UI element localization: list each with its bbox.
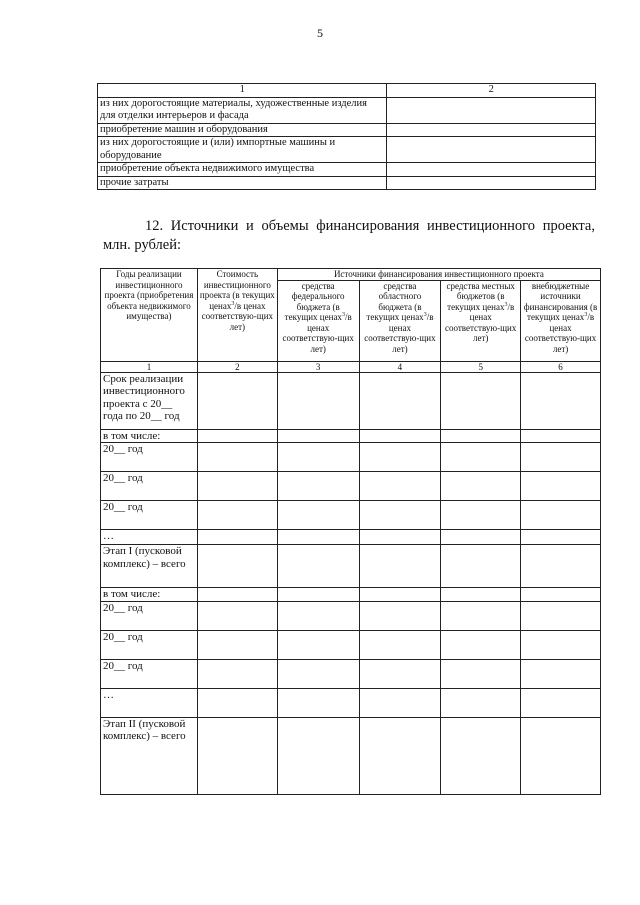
value-cell <box>277 443 359 472</box>
page-number: 5 <box>317 26 323 40</box>
column-number: 1 <box>101 361 198 372</box>
value-cell <box>441 501 521 530</box>
column-number: 4 <box>359 361 441 372</box>
value-cell <box>277 659 359 688</box>
table-header-row <box>98 84 596 98</box>
value-cell <box>441 588 521 602</box>
value-cell <box>359 530 441 545</box>
value-cell <box>359 372 441 429</box>
row-label: 20__ год <box>101 501 198 530</box>
value-cell <box>277 530 359 545</box>
row-label: 20__ год <box>101 630 198 659</box>
row-label: прочие затраты <box>98 176 387 190</box>
value-cell <box>441 545 521 588</box>
table-row <box>101 588 601 602</box>
row-label: 20__ год <box>101 472 198 501</box>
value-cell <box>521 429 601 443</box>
value-cell <box>441 472 521 501</box>
value-cell <box>197 443 277 472</box>
value-cell <box>359 545 441 588</box>
value-cell <box>521 372 601 429</box>
value-cell <box>197 717 277 794</box>
value-cell <box>359 472 441 501</box>
value-cell <box>197 588 277 602</box>
value-cell <box>359 630 441 659</box>
value-cell <box>441 688 521 717</box>
col4-header: средства областного бюджета (в текущих ценах$^3$/в ценах соответствую-щих лет) <box>359 280 441 361</box>
value-cell <box>277 429 359 443</box>
financing-sources-group-header: Источники финансирования инвестиционного проекта <box>277 269 600 281</box>
value-cell <box>277 545 359 588</box>
table-row <box>101 688 601 717</box>
value-cell <box>359 501 441 530</box>
table-row <box>101 659 601 688</box>
value-cell <box>441 601 521 630</box>
table-row <box>98 176 596 190</box>
row-label: … <box>101 688 198 717</box>
column-numbers-row <box>101 361 601 372</box>
column-number: 2 <box>197 361 277 372</box>
value-cell <box>441 429 521 443</box>
value-cell <box>197 601 277 630</box>
table-row <box>101 472 601 501</box>
value-cell <box>521 601 601 630</box>
table-row <box>101 372 601 429</box>
value-cell <box>359 717 441 794</box>
table-header-row <box>101 269 601 281</box>
value-cell <box>277 717 359 794</box>
value-cell <box>359 429 441 443</box>
value-cell <box>521 630 601 659</box>
financing-sources-table <box>100 268 601 795</box>
table-row <box>98 123 596 137</box>
table-row <box>101 501 601 530</box>
table-row <box>101 443 601 472</box>
value-cell <box>277 688 359 717</box>
table-row <box>101 717 601 794</box>
value-cell <box>521 472 601 501</box>
col6-header: внебюджетные источники финансирования (в текущих ценах$^3$/в ценах соответствую-щих лет) <box>521 280 601 361</box>
section-heading: 12. Источники и объемы финансирования инвестиционного проекта, млн. рублей: <box>103 218 595 253</box>
value-cell <box>197 472 277 501</box>
col5-header: средства местных бюджетов (в текущих ценах$^3$/в ценах соответствую-щих лет) <box>441 280 521 361</box>
value-cell <box>521 717 601 794</box>
col3-header: средства федерального бюджета (в текущих ценах$^3$/в ценах соответствую-щих лет) <box>277 280 359 361</box>
row-label: приобретение объекта недвижимого имущества <box>98 163 387 177</box>
table-row <box>101 429 601 443</box>
value-cell <box>359 588 441 602</box>
value-cell <box>441 443 521 472</box>
table-row <box>98 97 596 123</box>
column-number: 6 <box>521 361 601 372</box>
value-cell <box>521 545 601 588</box>
value-cell <box>277 372 359 429</box>
value-cell <box>197 372 277 429</box>
value-cell <box>521 659 601 688</box>
col2-header: Стоимость инвестиционного проекта (в текущих ценах$^3$/в ценах соответствую-щих лет) <box>197 269 277 362</box>
row-label: 20__ год <box>101 659 198 688</box>
row-label: 20__ год <box>101 601 198 630</box>
value-cell <box>441 717 521 794</box>
row-label: Срок реализации инвестиционного проекта с 20__ года по 20__ год <box>101 372 198 429</box>
row-label: из них дорогостоящие и (или) импортные машины и оборудование <box>98 137 387 163</box>
row-label: приобретение машин и оборудования <box>98 123 387 137</box>
value-cell <box>277 501 359 530</box>
row-label: Этап II (пусковой комплекс) – всего <box>101 717 198 794</box>
value-cell <box>387 176 596 190</box>
table-row <box>101 530 601 545</box>
expenses-continuation-table <box>97 83 596 190</box>
table-row <box>101 545 601 588</box>
value-cell <box>277 472 359 501</box>
row-label: в том числе: <box>101 429 198 443</box>
value-cell <box>359 659 441 688</box>
value-cell <box>197 501 277 530</box>
table-row <box>98 137 596 163</box>
value-cell <box>441 659 521 688</box>
value-cell <box>521 530 601 545</box>
row-label: Этап I (пусковой комплекс) – всего <box>101 545 198 588</box>
value-cell <box>359 601 441 630</box>
column-number: 5 <box>441 361 521 372</box>
value-cell <box>387 97 596 123</box>
value-cell <box>277 588 359 602</box>
column-number: 3 <box>277 361 359 372</box>
value-cell <box>441 372 521 429</box>
value-cell <box>197 688 277 717</box>
value-cell <box>277 601 359 630</box>
value-cell <box>521 588 601 602</box>
table-row <box>101 630 601 659</box>
value-cell <box>441 530 521 545</box>
value-cell <box>359 688 441 717</box>
table-row <box>98 163 596 177</box>
column-number-1: 1 <box>98 84 387 98</box>
value-cell <box>197 659 277 688</box>
value-cell <box>387 123 596 137</box>
value-cell <box>521 443 601 472</box>
value-cell <box>521 501 601 530</box>
value-cell <box>197 630 277 659</box>
value-cell <box>359 443 441 472</box>
value-cell <box>197 530 277 545</box>
row-label: в том числе: <box>101 588 198 602</box>
col1-header: Годы реализации инвестиционного проекта (приобретения объекта недвижимого имущества) <box>101 269 198 362</box>
value-cell <box>521 688 601 717</box>
value-cell <box>441 630 521 659</box>
column-number-2: 2 <box>387 84 596 98</box>
value-cell <box>197 429 277 443</box>
value-cell <box>387 163 596 177</box>
row-label: 20__ год <box>101 443 198 472</box>
value-cell <box>277 630 359 659</box>
value-cell <box>197 545 277 588</box>
value-cell <box>387 137 596 163</box>
row-label: из них дорогостоящие материалы, художественные изделия для отделки интерьеров и фасада <box>98 97 387 123</box>
table-row <box>101 601 601 630</box>
row-label: … <box>101 530 198 545</box>
